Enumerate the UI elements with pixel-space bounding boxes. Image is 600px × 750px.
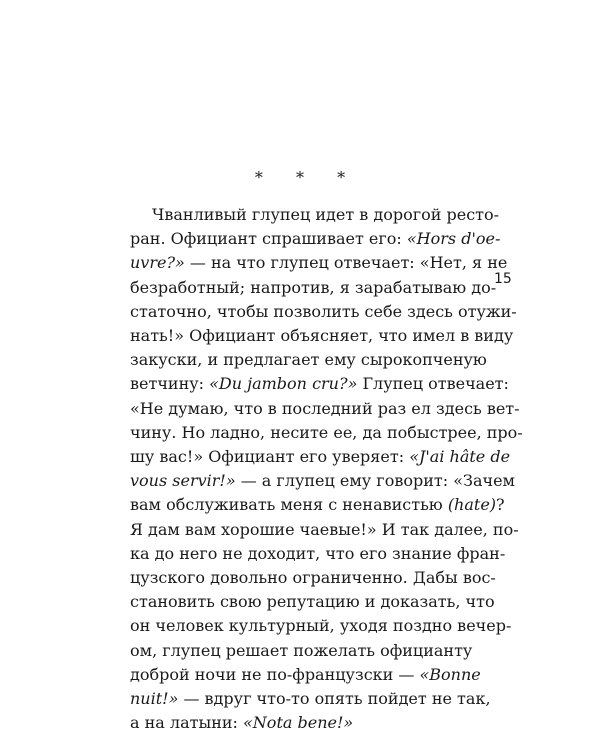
text-segment: Я дам вам хорошие чаевые!» И так далее, по- — [130, 519, 519, 539]
text-segment: нать!» Официант объясняет, что имел в виду — [130, 326, 514, 346]
text-line — [130, 300, 517, 324]
text-segment: статочно, чтобы позволить себе здесь отужи- — [130, 301, 517, 321]
text-line — [130, 421, 523, 445]
text-segment: а на латыни: — [130, 713, 244, 733]
italic-phrase: «Bonne — [419, 664, 481, 684]
text-segment: доброй ночи не по-французски — — [130, 664, 420, 684]
text-line — [130, 566, 496, 590]
text-line — [130, 711, 462, 735]
italic-phrase: «J'ai hâte de — [409, 447, 511, 467]
text-segment: безработный; напротив, я зарабатываю до- — [130, 277, 497, 297]
text-segment: чину. Но ладно, несите ее, да побыстрее, про- — [130, 422, 523, 442]
text-segment: ом, глупец решает пожелать официанту — [130, 640, 473, 660]
text-segment: он человек культурный, уходя поздно вечер- — [130, 616, 512, 636]
text-line — [130, 227, 501, 251]
text-segment: вам обслуживать меня с ненавистью — [130, 495, 448, 515]
italic-phrase: uvre?» — [130, 253, 185, 273]
page-number: 15 — [494, 271, 512, 287]
text-line — [130, 469, 515, 493]
italic-phrase: «Nota bene!» — [243, 713, 354, 733]
text-segment: ран. Официант спрашивает его: — [130, 229, 407, 249]
italic-phrase: «Du jambon cru?» — [209, 374, 358, 394]
text-line — [130, 687, 491, 711]
text-segment: ветчину: — [130, 374, 210, 394]
text-segment: — вдруг что-то опять пойдет не так, — [178, 689, 491, 709]
italic-phrase: (hate) — [447, 495, 497, 515]
section-separator: * * * — [254, 168, 360, 187]
text-line — [130, 372, 509, 396]
text-segment: становить свою репутацию и доказать, что — [130, 592, 495, 612]
italic-phrase: nuit!» — [130, 689, 179, 709]
text-segment: закуски, и предлагает ему сырокопченую — [130, 350, 487, 370]
text-segment: ка до него не доходит, что его знание фран- — [130, 543, 506, 563]
text-line — [130, 493, 505, 517]
text-segment: — на что глупец отвечает: «Нет, я не — [184, 253, 508, 273]
text-line — [130, 639, 473, 663]
text-line — [130, 445, 511, 469]
text-line — [130, 614, 512, 638]
italic-phrase: «Hors d'oe- — [406, 229, 501, 249]
text-line — [130, 590, 495, 614]
text-segment: — а глупец ему говорит: «Зачем — [235, 471, 515, 491]
text-segment: цузского довольно ограниченно. Дабы вос- — [130, 568, 496, 588]
text-line — [130, 324, 514, 348]
text-segment: ? — [496, 495, 505, 515]
text-segment: шу вас!» Официант его уверяет: — [130, 447, 410, 467]
text-segment: Глупец отвечает: — [357, 374, 509, 394]
text-line — [130, 542, 506, 566]
text-line — [130, 518, 519, 542]
italic-phrase: vous servir!» — [130, 471, 236, 491]
text-line — [130, 397, 520, 421]
text-line — [130, 251, 508, 275]
text-segment: «Не думаю, что в последний раз ел здесь вет- — [130, 398, 520, 418]
text-line — [130, 203, 500, 227]
text-line — [130, 663, 481, 687]
text-line — [130, 348, 487, 372]
text-line — [130, 276, 497, 300]
text-segment: Чванливый глупец идет в дорогой ресто- — [152, 205, 500, 224]
